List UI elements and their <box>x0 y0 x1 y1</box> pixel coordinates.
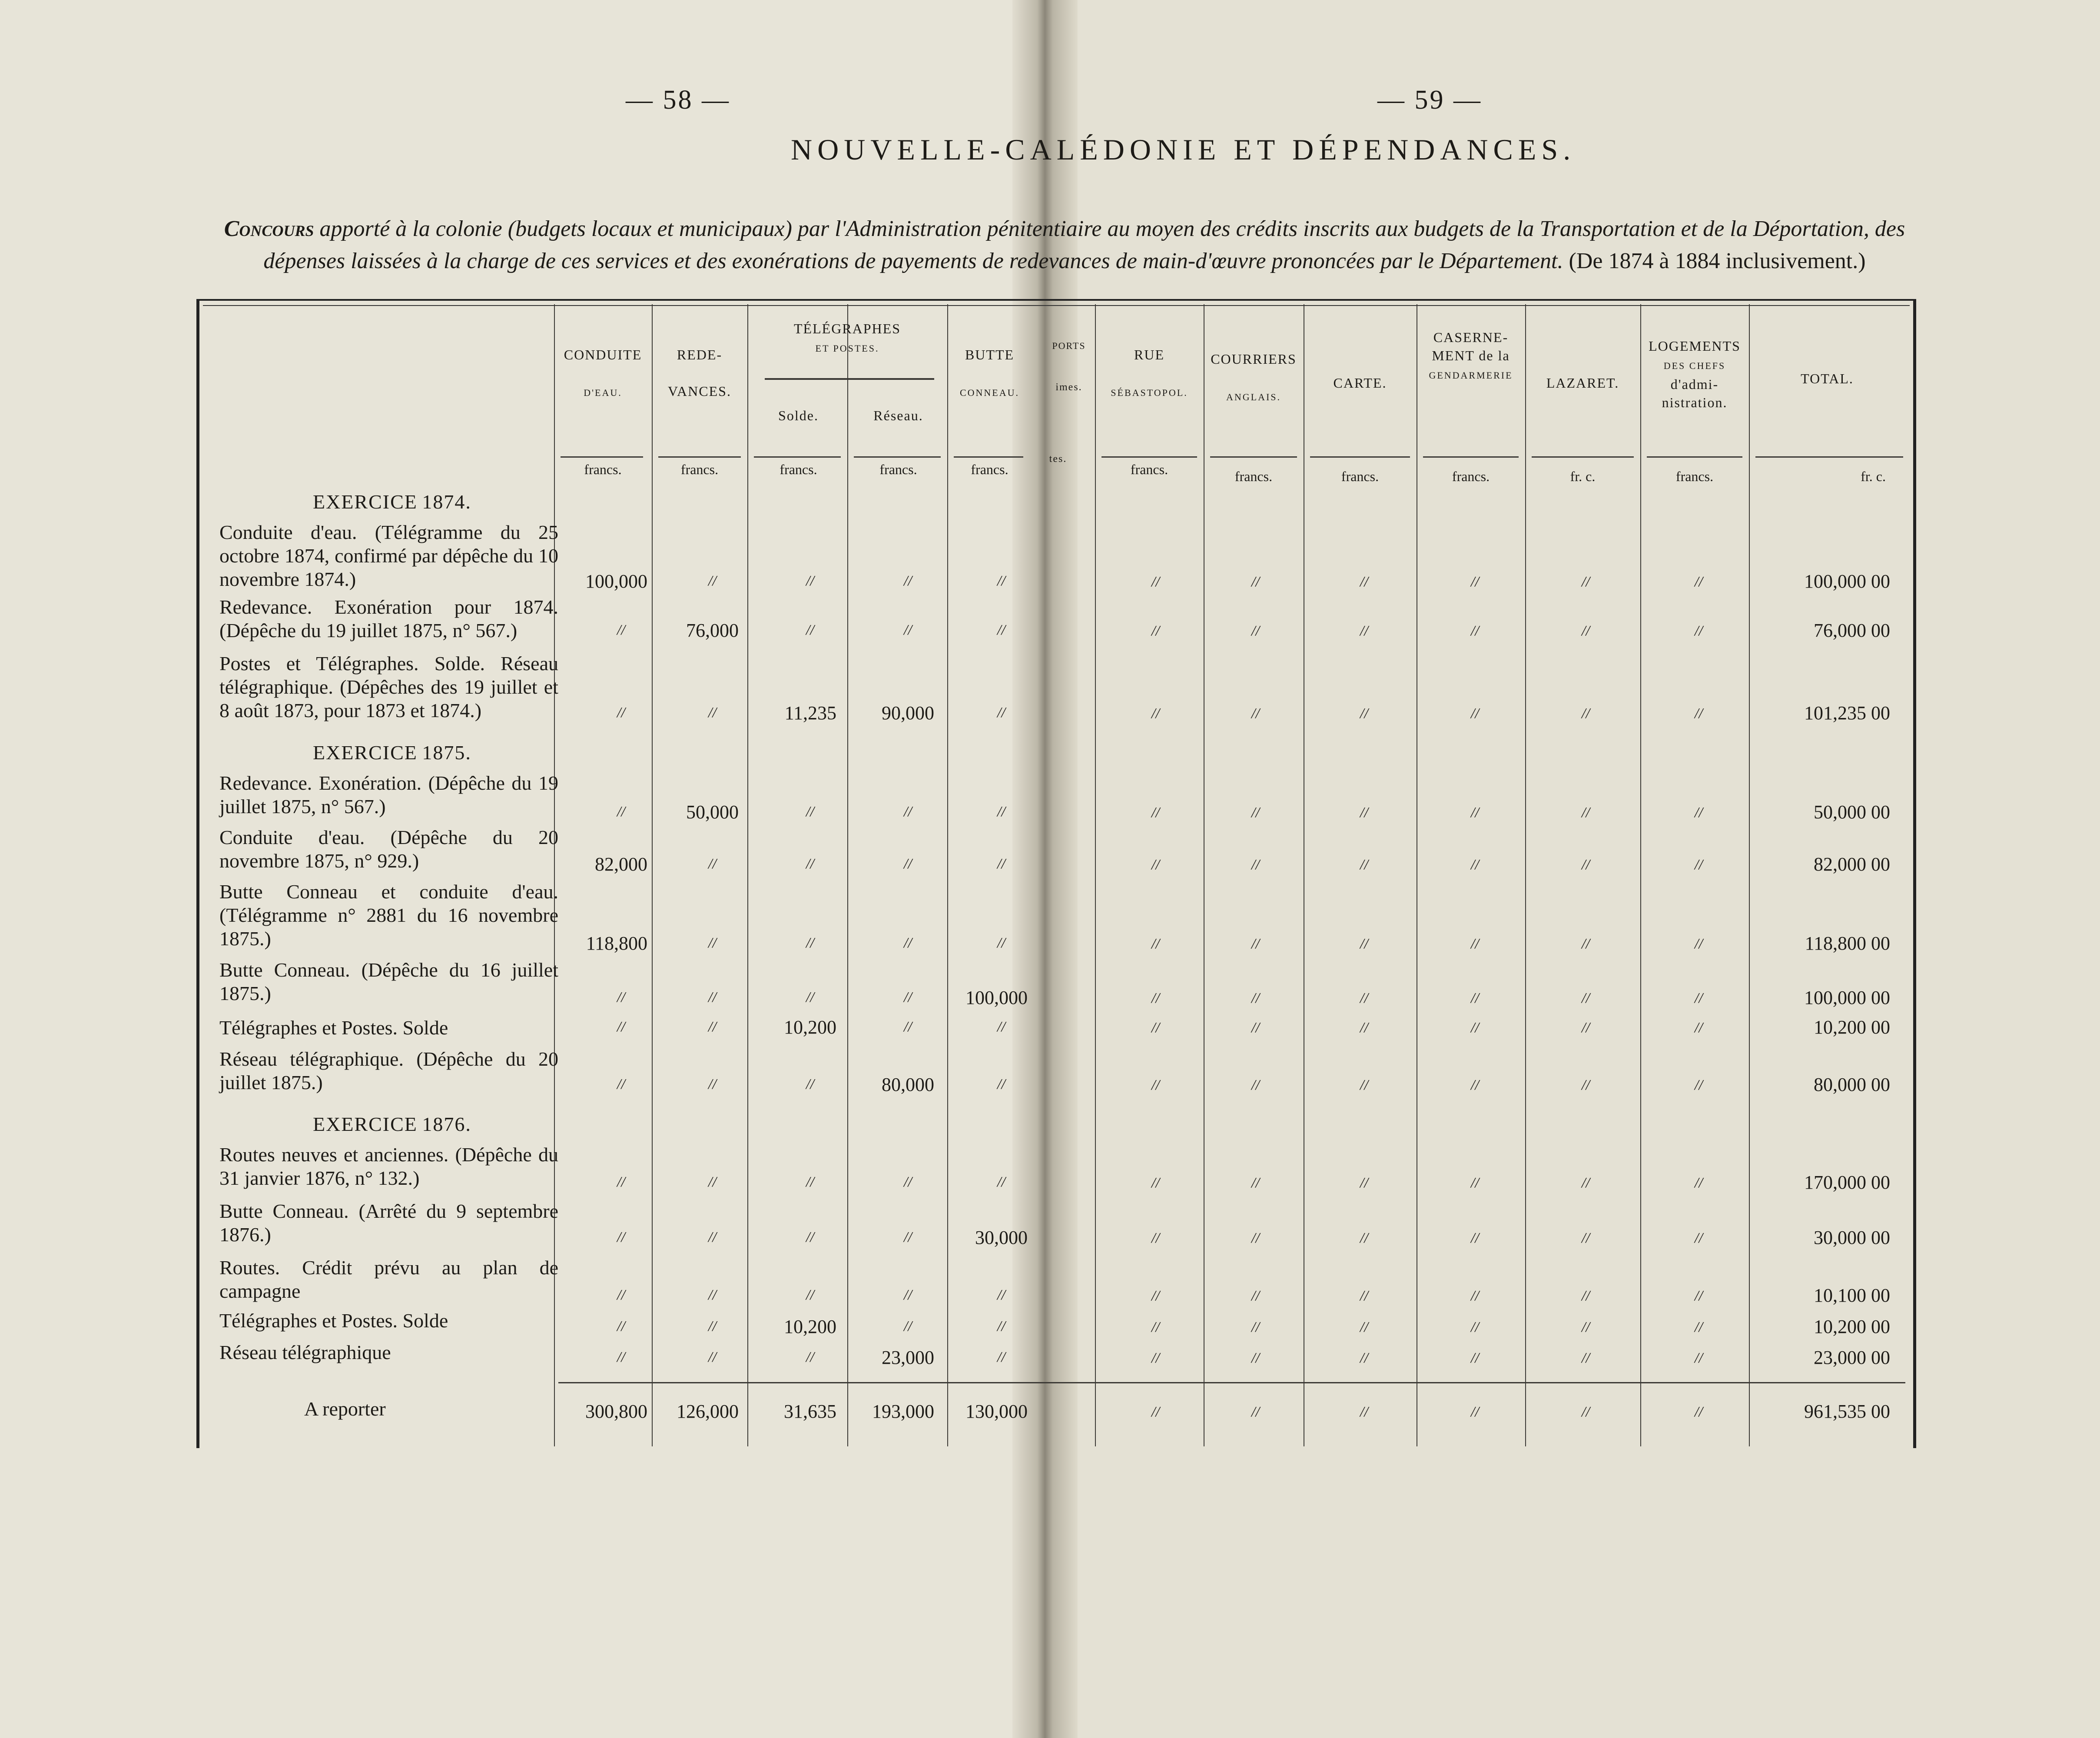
ditto-mark: // <box>806 1076 814 1092</box>
cell-redevances: 50,000 <box>686 801 739 823</box>
ditto-mark: // <box>1695 1077 1703 1093</box>
ditto-mark: // <box>806 856 814 872</box>
unit-rule <box>954 456 1023 458</box>
col-sep <box>1640 304 1641 1446</box>
unit-rule <box>658 456 741 458</box>
cell-reseau: 23,000 <box>882 1347 934 1368</box>
unit-rule <box>1423 456 1519 458</box>
ditto-mark: // <box>904 573 912 589</box>
row-description: Conduite d'eau. (Télégramme du 25 octobre 1874, confirmé par dépêche du 10 novembre 1874.) <box>219 521 558 590</box>
ditto-mark: // <box>1360 1319 1368 1335</box>
ditto-mark: // <box>1582 1319 1590 1335</box>
ditto-mark: // <box>1582 804 1590 821</box>
ditto-mark: // <box>1471 936 1479 952</box>
ditto-mark: // <box>1251 936 1260 952</box>
cell-butte: 100,000 <box>965 987 1028 1008</box>
ditto-mark: // <box>997 1174 1005 1190</box>
ditto-mark: // <box>1251 1404 1260 1420</box>
row-description: Postes et Télégraphes. Solde. Réseau télégraphique. (Dépêches des 19 juillet et 8 août 1873, pour 1873 et 1874.) <box>219 652 558 721</box>
ditto-mark: // <box>1695 1288 1703 1304</box>
ditto-mark: // <box>1360 1175 1368 1191</box>
ditto-mark: // <box>1582 1350 1590 1366</box>
cell-total: 118,800 00 <box>1805 933 1890 954</box>
ditto-mark: // <box>806 573 814 589</box>
unit-label: francs. <box>1234 469 1273 484</box>
ditto-mark: // <box>617 1076 625 1092</box>
row-description: Butte Conneau. (Arrêté du 9 septembre 1876.) <box>219 1200 558 1246</box>
header-redevances: REDE- VANCES. <box>668 347 731 399</box>
ditto-mark: // <box>1471 574 1479 590</box>
caption-period: (De 1874 à 1884 inclusivement.) <box>1569 249 1866 273</box>
row-description: Butte Conneau. (Dépêche du 16 juillet 1875.) <box>219 959 558 1004</box>
totals-rule <box>558 1382 1905 1383</box>
ditto-mark: // <box>1251 1077 1260 1093</box>
ditto-mark: // <box>806 1174 814 1190</box>
report-reseau: 193,000 <box>872 1401 934 1422</box>
row-description: Butte Conneau et conduite d'eau. (Télégramme n° 2881 du 16 novembre 1875.) <box>219 881 558 950</box>
ditto-mark: // <box>806 989 814 1005</box>
gutter-fragment: tes. <box>1049 453 1067 465</box>
ditto-mark: // <box>1582 1288 1590 1304</box>
cell-total: 30,000 00 <box>1814 1227 1890 1248</box>
row-description: Réseau télégraphique <box>219 1341 391 1363</box>
ditto-mark: // <box>1360 1404 1368 1420</box>
ditto-mark: // <box>617 1229 625 1245</box>
ditto-mark: // <box>1695 990 1703 1006</box>
col-sep <box>1749 304 1750 1446</box>
ditto-mark: // <box>997 1349 1005 1365</box>
ditto-mark: // <box>1251 1020 1260 1036</box>
header-conduite: CONDUITE D'EAU. <box>564 347 642 398</box>
ditto-mark: // <box>708 1287 717 1303</box>
ditto-mark: // <box>1471 990 1479 1006</box>
unit-label: fr. c. <box>1861 469 1886 484</box>
ditto-mark: // <box>708 1229 717 1245</box>
unit-rule <box>1101 456 1197 458</box>
ditto-mark: // <box>1695 1319 1703 1335</box>
caption-lead: Concours <box>224 216 314 241</box>
ditto-mark: // <box>708 1076 717 1092</box>
ditto-mark: // <box>617 1318 625 1334</box>
ditto-mark: // <box>1251 804 1260 821</box>
ditto-mark: // <box>1360 857 1368 873</box>
row-description: Télégraphes et Postes. Solde <box>219 1309 448 1332</box>
col-sep <box>747 304 748 1446</box>
ditto-mark: // <box>997 1287 1005 1303</box>
page-title: NOUVELLE-CALÉDONIE ET DÉPENDANCES. <box>791 133 1576 166</box>
ditto-mark: // <box>617 622 625 638</box>
ditto-mark: // <box>708 705 717 721</box>
ditto-mark: // <box>1251 705 1260 721</box>
cell-total: 23,000 00 <box>1814 1347 1890 1368</box>
row-description: Routes. Crédit prévu au plan de campagne <box>219 1256 558 1302</box>
ditto-mark: // <box>1582 1230 1590 1246</box>
ditto-mark: // <box>617 804 625 820</box>
ditto-mark: // <box>1151 1077 1160 1093</box>
ditto-mark: // <box>1695 1020 1703 1036</box>
header-caserne: CASERNE- MENT de la GENDARMERIE <box>1429 329 1513 381</box>
header-total: TOTAL. <box>1801 371 1854 386</box>
cell-total: 10,200 00 <box>1814 1316 1890 1337</box>
cell-butte: 30,000 <box>975 1227 1028 1248</box>
ditto-mark: // <box>1582 936 1590 952</box>
ditto-mark: // <box>1471 1404 1479 1420</box>
ditto-mark: // <box>1360 1077 1368 1093</box>
ditto-mark: // <box>904 1019 912 1035</box>
ditto-mark: // <box>1471 1319 1479 1335</box>
cell-conduite: 82,000 <box>595 854 647 875</box>
ditto-mark: // <box>1151 1020 1160 1036</box>
ditto-mark: // <box>806 1287 814 1303</box>
ditto-mark: // <box>997 856 1005 872</box>
ditto-mark: // <box>708 1318 717 1334</box>
header-logements: LOGEMENTS DES CHEFS d'admi- nistration. <box>1649 338 1741 410</box>
ditto-mark: // <box>708 573 717 589</box>
ditto-mark: // <box>1471 804 1479 821</box>
ditto-mark: // <box>1151 1175 1160 1191</box>
ditto-mark: // <box>1471 623 1479 639</box>
ditto-mark: // <box>904 935 912 951</box>
gutter-fragment: imes. <box>1055 382 1082 393</box>
ditto-mark: // <box>1582 623 1590 639</box>
cell-total: 101,235 00 <box>1804 702 1890 724</box>
ditto-mark: // <box>1471 1230 1479 1246</box>
ditto-mark: // <box>1471 1175 1479 1191</box>
cell-solde: 10,200 <box>784 1316 836 1337</box>
ditto-mark: // <box>904 1174 912 1190</box>
ditto-mark: // <box>1151 804 1160 821</box>
ditto-mark: // <box>1151 1319 1160 1335</box>
ditto-mark: // <box>1251 1319 1260 1335</box>
ditto-mark: // <box>1695 1350 1703 1366</box>
ditto-mark: // <box>1695 1230 1703 1246</box>
ditto-mark: // <box>1151 990 1160 1006</box>
ditto-mark: // <box>997 1076 1005 1092</box>
ditto-mark: // <box>997 573 1005 589</box>
ditto-mark: // <box>1582 1404 1590 1420</box>
row-description: Réseau télégraphique. (Dépêche du 20 juillet 1875.) <box>219 1048 558 1093</box>
col-sep <box>847 304 848 1446</box>
cell-total: 170,000 00 <box>1804 1172 1890 1193</box>
ditto-mark: // <box>1251 857 1260 873</box>
ditto-mark: // <box>806 804 814 820</box>
ditto-mark: // <box>1251 1230 1260 1246</box>
unit-rule <box>1647 456 1742 458</box>
unit-rule <box>561 456 643 458</box>
row-description: Redevance. Exonération pour 1874. (Dépêche du 19 juillet 1875, n° 567.) <box>219 596 558 641</box>
ditto-mark: // <box>904 1229 912 1245</box>
header-reseau: Réseau. <box>873 408 923 423</box>
ditto-mark: // <box>1151 857 1160 873</box>
ditto-mark: // <box>1582 1077 1590 1093</box>
ditto-mark: // <box>1360 623 1368 639</box>
report-redevances: 126,000 <box>677 1401 739 1422</box>
ditto-mark: // <box>1471 1077 1479 1093</box>
ditto-mark: // <box>617 1019 625 1035</box>
exercise-heading: EXERCICE 1875. <box>313 741 471 764</box>
ditto-mark: // <box>997 1318 1005 1334</box>
ditto-mark: // <box>997 705 1005 721</box>
ditto-mark: // <box>1151 705 1160 721</box>
ditto-mark: // <box>1695 1404 1703 1420</box>
ditto-mark: // <box>1360 1350 1368 1366</box>
ditto-mark: // <box>1471 857 1479 873</box>
ditto-mark: // <box>1695 857 1703 873</box>
row-description: Redevance. Exonération. (Dépêche du 19 juillet 1875, n° 567.) <box>219 772 558 817</box>
ditto-mark: // <box>1251 1288 1260 1304</box>
ditto-mark: // <box>904 989 912 1005</box>
ditto-mark: // <box>997 804 1005 820</box>
unit-label: fr. c. <box>1570 469 1596 484</box>
ditto-mark: // <box>1151 574 1160 590</box>
ditto-mark: // <box>1251 990 1260 1006</box>
exercise-heading: EXERCICE 1874. <box>313 491 471 513</box>
ditto-mark: // <box>1151 1350 1160 1366</box>
cell-redevances: 76,000 <box>686 620 739 641</box>
ditto-mark: // <box>1471 1288 1479 1304</box>
header-solde: Solde. <box>778 408 819 423</box>
unit-rule <box>1755 456 1903 458</box>
ditto-mark: // <box>997 1019 1005 1035</box>
ditto-mark: // <box>1582 990 1590 1006</box>
page-number-left: — 58 — <box>626 85 730 115</box>
group-brace <box>765 378 934 380</box>
report-label: A reporter <box>304 1398 386 1420</box>
ditto-mark: // <box>1582 857 1590 873</box>
unit-rule <box>1210 456 1297 458</box>
cell-total: 100,000 00 <box>1804 571 1890 592</box>
ditto-mark: // <box>1360 574 1368 590</box>
ditto-mark: // <box>1471 1350 1479 1366</box>
ditto-mark: // <box>617 989 625 1005</box>
header-telegraphes: TÉLÉGRAPHES ET POSTES. <box>794 321 901 354</box>
ditto-mark: // <box>1360 990 1368 1006</box>
unit-label: francs. <box>1452 469 1490 484</box>
unit-label: francs. <box>1130 462 1168 477</box>
cell-total: 76,000 00 <box>1814 620 1890 641</box>
row-description: Télégraphes et Postes. Solde <box>219 1017 448 1039</box>
cell-solde: 10,200 <box>784 1017 836 1038</box>
ditto-mark: // <box>617 1174 625 1190</box>
ditto-mark: // <box>1151 1288 1160 1304</box>
ditto-mark: // <box>1582 705 1590 721</box>
ditto-mark: // <box>904 1318 912 1334</box>
ditto-mark: // <box>708 989 717 1005</box>
ditto-mark: // <box>1471 1020 1479 1036</box>
ditto-mark: // <box>1695 623 1703 639</box>
ditto-mark: // <box>1582 1175 1590 1191</box>
ditto-mark: // <box>806 935 814 951</box>
header-rue: RUE SÉBASTOPOL. <box>1111 347 1188 398</box>
ditto-mark: // <box>904 856 912 872</box>
header-carte: CARTE. <box>1333 375 1387 391</box>
ditto-mark: // <box>1695 705 1703 721</box>
ditto-mark: // <box>1695 936 1703 952</box>
report-butte: 130,000 <box>965 1401 1028 1422</box>
ditto-mark: // <box>806 622 814 638</box>
ditto-mark: // <box>1360 1230 1368 1246</box>
ditto-mark: // <box>1471 705 1479 721</box>
report-conduite: 300,800 <box>585 1401 647 1422</box>
ditto-mark: // <box>617 705 625 721</box>
ditto-mark: // <box>1360 705 1368 721</box>
exercise-heading: EXERCICE 1876. <box>313 1113 471 1135</box>
col-sep <box>1525 304 1526 1446</box>
col-sep <box>1095 304 1096 1446</box>
ditto-mark: // <box>1151 1404 1160 1420</box>
unit-rule <box>854 456 941 458</box>
header-lazaret: LAZARET. <box>1546 375 1619 391</box>
cell-solde: 11,235 <box>784 702 836 724</box>
ditto-mark: // <box>708 856 717 872</box>
ditto-mark: // <box>1151 623 1160 639</box>
ditto-mark: // <box>1251 623 1260 639</box>
ditto-mark: // <box>708 935 717 951</box>
cell-conduite: 100,000 <box>585 571 647 592</box>
gutter-fragment: PORTS <box>1052 340 1086 351</box>
header-courriers: COURRIERS ANGLAIS. <box>1211 351 1297 402</box>
cell-total: 10,100 00 <box>1814 1285 1890 1306</box>
table-caption <box>196 213 1934 277</box>
ditto-mark: // <box>904 1287 912 1303</box>
ditto-mark: // <box>708 1174 717 1190</box>
ditto-mark: // <box>617 1349 625 1365</box>
ditto-mark: // <box>1695 574 1703 590</box>
ditto-mark: // <box>1582 1020 1590 1036</box>
cell-total: 100,000 00 <box>1804 987 1890 1008</box>
row-description: Conduite d'eau. (Dépêche du 20 novembre 1875, n° 929.) <box>219 826 558 872</box>
cell-total: 82,000 00 <box>1814 854 1890 875</box>
cell-total: 80,000 00 <box>1814 1074 1890 1095</box>
report-solde: 31,635 <box>784 1401 836 1422</box>
ditto-mark: // <box>1251 1350 1260 1366</box>
col-sep <box>947 304 948 1446</box>
ditto-mark: // <box>1360 1288 1368 1304</box>
ditto-mark: // <box>1360 1020 1368 1036</box>
cell-total: 50,000 00 <box>1814 801 1890 823</box>
ditto-mark: // <box>1251 574 1260 590</box>
ditto-mark: // <box>708 1019 717 1035</box>
ditto-mark: // <box>1695 1175 1703 1191</box>
page-number-right: — 59 — <box>1377 85 1482 115</box>
unit-rule <box>1310 456 1410 458</box>
unit-label: francs. <box>1341 469 1379 484</box>
cell-reseau: 80,000 <box>882 1074 934 1095</box>
unit-rule <box>754 456 841 458</box>
ditto-mark: // <box>997 622 1005 638</box>
row-description: Routes neuves et anciennes. (Dépêche du 31 janvier 1876, n° 132.) <box>219 1143 558 1189</box>
ditto-mark: // <box>806 1349 814 1365</box>
ditto-mark: // <box>1582 574 1590 590</box>
ditto-mark: // <box>1151 1230 1160 1246</box>
cell-reseau: 90,000 <box>882 702 934 724</box>
unit-label: francs. <box>879 462 917 477</box>
cell-conduite: 118,800 <box>586 933 647 954</box>
ditto-mark: // <box>904 622 912 638</box>
col-sep <box>652 304 653 1446</box>
unit-label: francs. <box>680 462 719 477</box>
unit-label: francs. <box>971 462 1009 477</box>
header-butte: BUTTE CONNEAU. <box>959 347 1020 398</box>
caption-text: apporté à la colonie (budgets locaux et municipaux) par l'Administration pénitentiaire au moyen des crédits inscrits aux budgets de la Transportation et de la Déportation, des dépenses laissées à la charge de ces services et des exonérations de payements de redevances de main-d'œuvre prononcées par le Département. <box>263 216 1905 273</box>
ditto-mark: // <box>1151 936 1160 952</box>
ditto-mark: // <box>1360 804 1368 821</box>
ditto-mark: // <box>806 1229 814 1245</box>
unit-rule <box>1532 456 1634 458</box>
unit-label: francs. <box>1675 469 1714 484</box>
cell-total: 10,200 00 <box>1814 1017 1890 1038</box>
unit-label: francs. <box>584 462 622 477</box>
report-total: 961,535 00 <box>1804 1401 1890 1422</box>
ditto-mark: // <box>617 1287 625 1303</box>
ditto-mark: // <box>997 935 1005 951</box>
ditto-mark: // <box>1360 936 1368 952</box>
ditto-mark: // <box>708 1349 717 1365</box>
unit-label: francs. <box>780 462 817 477</box>
ditto-mark: // <box>904 804 912 820</box>
ditto-mark: // <box>1695 804 1703 821</box>
ditto-mark: // <box>1251 1175 1260 1191</box>
